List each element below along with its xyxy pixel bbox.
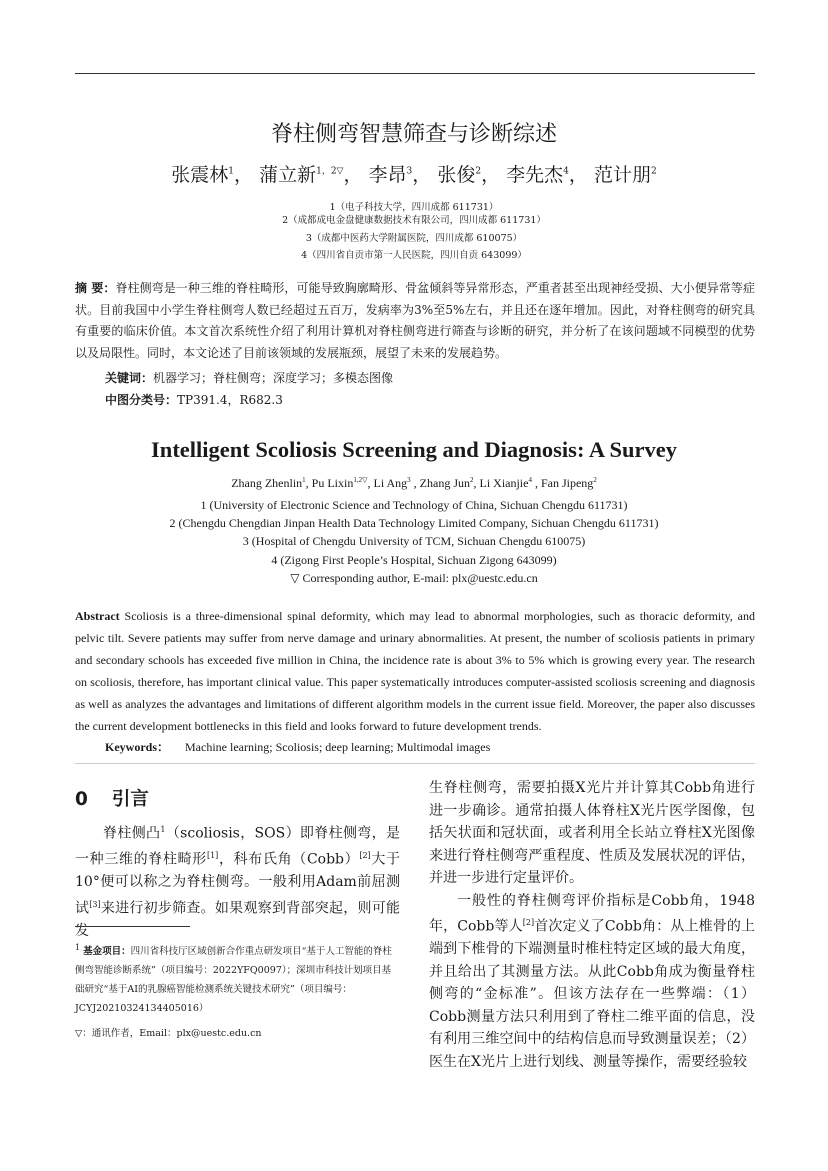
author-en: Fan Jipeng <box>540 476 594 490</box>
footnote-marker: 1 <box>75 943 81 952</box>
right-column <box>429 777 755 1073</box>
title-en: Intelligent Scoliosis Screening and Diagnosis: A Survey <box>151 437 677 462</box>
author-sep: ， <box>568 164 588 186</box>
author-en: Pu Lixin <box>311 476 354 490</box>
text-run: 大于10°便可以称之为脊柱侧弯。一般利用Adam前屈测试 <box>75 851 401 917</box>
keywords-cn-text: 机器学习；脊柱侧弯；深度学习；多模态图像 <box>153 371 394 385</box>
text-run: 来进行初步筛查。如果观察到背部突起，则可能发 <box>75 900 401 939</box>
text-run: 脊柱侧凸 <box>103 825 161 842</box>
abstract-en-text: Scoliosis is a three-dimensional spinal deformity, which may lead to abnormal morphologies, such as thoracic deformity, and pelvic tilt. Severe patients may suffer from nerve damage and urinary abnormalities. At present, the number of scoliosis patients in primary and secondary schools has exceeded five million in China, the incidence rate is about 3% to 5% which is growing every year. The research on scoliosis, therefore, has important clinical value. This paper systematically introduces computer-assisted scoliosis screening and diagnosis as well as analyzes the advantages and limitations of different algorithm models in the current issue field. Moreover, the paper also discusses the current development bottlenecks in this field and looks forward to future development trends. <box>75 609 756 733</box>
author-cn: 蒲立新 <box>259 164 317 186</box>
abstract-en-label: Abstract <box>75 609 120 623</box>
abstract-cn-text: 脊柱侧弯是一种三维的脊柱畸形，可能导致胸廓畸形、骨盆倾斜等异常形态，严重者甚至出现神经受损、大小便异常等症状。目前我国中小学生脊柱侧弯人数已经超过五百万，发病率为3%至5%左右，并且还在逐年增加。因此，对脊柱侧弯的研究具有重要的临床价值。本文首次系统性介绍了利用计算机对脊柱侧弯进行筛查与诊断的研究，并分析了在该问题域不同模型的优势以及局限性。同时，本文论述了目前该领域的发展瓶颈，展望了未来的发展趋势。 <box>75 281 755 360</box>
affiliation-en: 1 (University of Electronic Science and Technology of China, Sichuan Chengdu 611731) <box>200 498 628 512</box>
text-run: ，科布氏角（Cobb） <box>218 851 360 868</box>
text-run: 一般性的脊柱侧弯评价指标是Cobb角，1948年，Cobb等人 <box>429 892 755 935</box>
authors-en: Zhang Zhenlin$^1$, Pu Lixin$^{1,2▽}$, Li Ang$^3$ , Zhang Jun$^2$, Li Xianjie$^4$ , Fan Jipeng$^2$ <box>231 476 597 490</box>
citation: [3] <box>89 899 101 909</box>
authors-cn <box>0 160 828 187</box>
author-sup: 2 <box>593 476 597 484</box>
abstract-cn-label: 摘 要： <box>75 281 116 295</box>
author-cn: 张俊 <box>437 164 476 186</box>
author-en: Zhang Jun <box>419 476 470 490</box>
paragraph <box>429 890 755 1074</box>
author-cn: 李先杰 <box>506 164 564 186</box>
paragraph <box>75 819 400 942</box>
affiliation-cn: 3（成都中医药大学附属医院，四川成都 610075） <box>305 233 523 244</box>
author-cn: 李昂 <box>368 164 407 186</box>
classification-cn-label: 中图分类号： <box>105 393 178 407</box>
author-sep: ， <box>234 164 254 186</box>
left-column <box>75 819 400 942</box>
author-sup: 2 <box>650 166 657 177</box>
affiliation-cn: 2（成都成电金盘健康数据技术有限公司，四川成都 611731） <box>282 215 546 226</box>
abstract-cn <box>75 278 755 364</box>
footnote-marker: 1 <box>160 825 166 834</box>
footnote-text: 四川省科技厅区域创新合作重点研发项目“基于人工智能的脊柱侧弯智能诊断系统”（项目编号：2022YFQ0097）；深圳市科技计划项目基础研究“基于AI的乳腺癌智能检测系统关键技术研究”（项目编号：JCYJ20210324134405016） <box>75 946 392 1015</box>
author-sup: 4 <box>528 476 532 484</box>
affiliation-cn: 4（四川省自贡市第一人民医院，四川自贡 643099） <box>301 250 527 261</box>
text-run: 首次定义了Cobb角：从上椎骨的上端到下椎骨的下端测量时椎柱特定区域的最大角度，并且给出了其测量方法。从此Cobb角成为衡量脊柱侧弯的“金标准”。但该方法存在一些弊端：（1）Cobb测量方法只利用到了脊柱二维平面的信息，没有利用三维空间中的结构信息而导致测量误差；（2）医生在X光片上进行划线、测量等操作，需要经验较 <box>429 918 755 1070</box>
author-sup: 1,2▽ <box>353 476 368 484</box>
author-sup: 2 <box>475 166 482 177</box>
footnote-corresponding: ▽：通讯作者，Email：plx@uestc.edu.cn <box>75 1028 262 1039</box>
author-cn: 张震林 <box>171 164 229 186</box>
author-sup: 4 <box>563 166 569 177</box>
author-sup: 1 <box>302 476 306 484</box>
top-rule <box>75 73 755 74</box>
section-title: 引言 <box>111 789 149 810</box>
author-sup: 1，2▽ <box>316 166 344 177</box>
section-heading <box>75 785 149 811</box>
author-sup: 3 <box>407 476 411 484</box>
paragraph: 生脊柱侧弯，需要拍摄X光片并计算其Cobb角进行进一步确诊。通常拍摄人体脊柱X光片医学图像，包括矢状面和冠状面，或者利用全长站立脊柱X光图像来进行脊柱侧弯严重程度、性质及发展状况的评估，并进一步进行定量评价。 <box>429 780 755 886</box>
section-divider <box>75 763 755 764</box>
keywords-cn <box>105 369 393 386</box>
footnote-label: 基金项目： <box>83 946 131 958</box>
keywords-cn-label: 关键词： <box>105 371 154 385</box>
citation: [2] <box>359 851 371 861</box>
author-cn: 范计朋 <box>593 164 651 186</box>
text-run: （scoliosis，SOS）即脊柱侧弯，是一种三维的脊柱畸形 <box>75 825 400 868</box>
affiliation-en: 3 (Hospital of Chengdu University of TCM, Sichuan Chengdu 610075) <box>242 534 586 548</box>
keywords-en-label: Keywords： <box>105 740 169 754</box>
citation: [1] <box>206 851 219 861</box>
author-en: Zhang Zhenlin <box>231 476 303 490</box>
title-cn: 脊柱侧弯智慧筛查与诊断综述 <box>270 122 557 147</box>
author-sep: ， <box>343 164 363 186</box>
affiliation-en: 4 (Zigong First People’s Hospital, Sichuan Zigong 643099) <box>271 553 557 567</box>
classification-cn-text: TP391.4，R682.3 <box>177 393 283 407</box>
author-sup: 1 <box>228 166 235 177</box>
classification-cn <box>105 391 283 408</box>
footnote-funding <box>75 938 400 1018</box>
keywords-en-text: Machine learning; Scoliosis; deep learning; Multimodal images <box>185 740 491 754</box>
author-sup: 3 <box>406 166 413 177</box>
author-sup: 2 <box>469 476 474 484</box>
author-sep: ， <box>481 164 501 186</box>
affiliation-en: 2 (Chengdu Chengdian Jinpan Health Data Technology Limited Company, Sichuan Chengdu 611731) <box>169 516 659 530</box>
author-sep: ， <box>412 164 432 186</box>
author-en: Li Xianjie <box>479 476 529 490</box>
footnote-rule <box>75 926 190 927</box>
author-en: Li Ang <box>373 476 408 490</box>
abstract-en <box>75 605 755 737</box>
keywords-en <box>105 738 490 755</box>
citation: [2] <box>522 918 535 927</box>
section-number: 0 <box>75 789 88 810</box>
corresponding-author-en: ▽ Corresponding author, E-mail: plx@uestc.edu.cn <box>290 571 538 585</box>
affiliation-cn: 1（电子科技大学，四川成都 611731） <box>329 202 499 213</box>
